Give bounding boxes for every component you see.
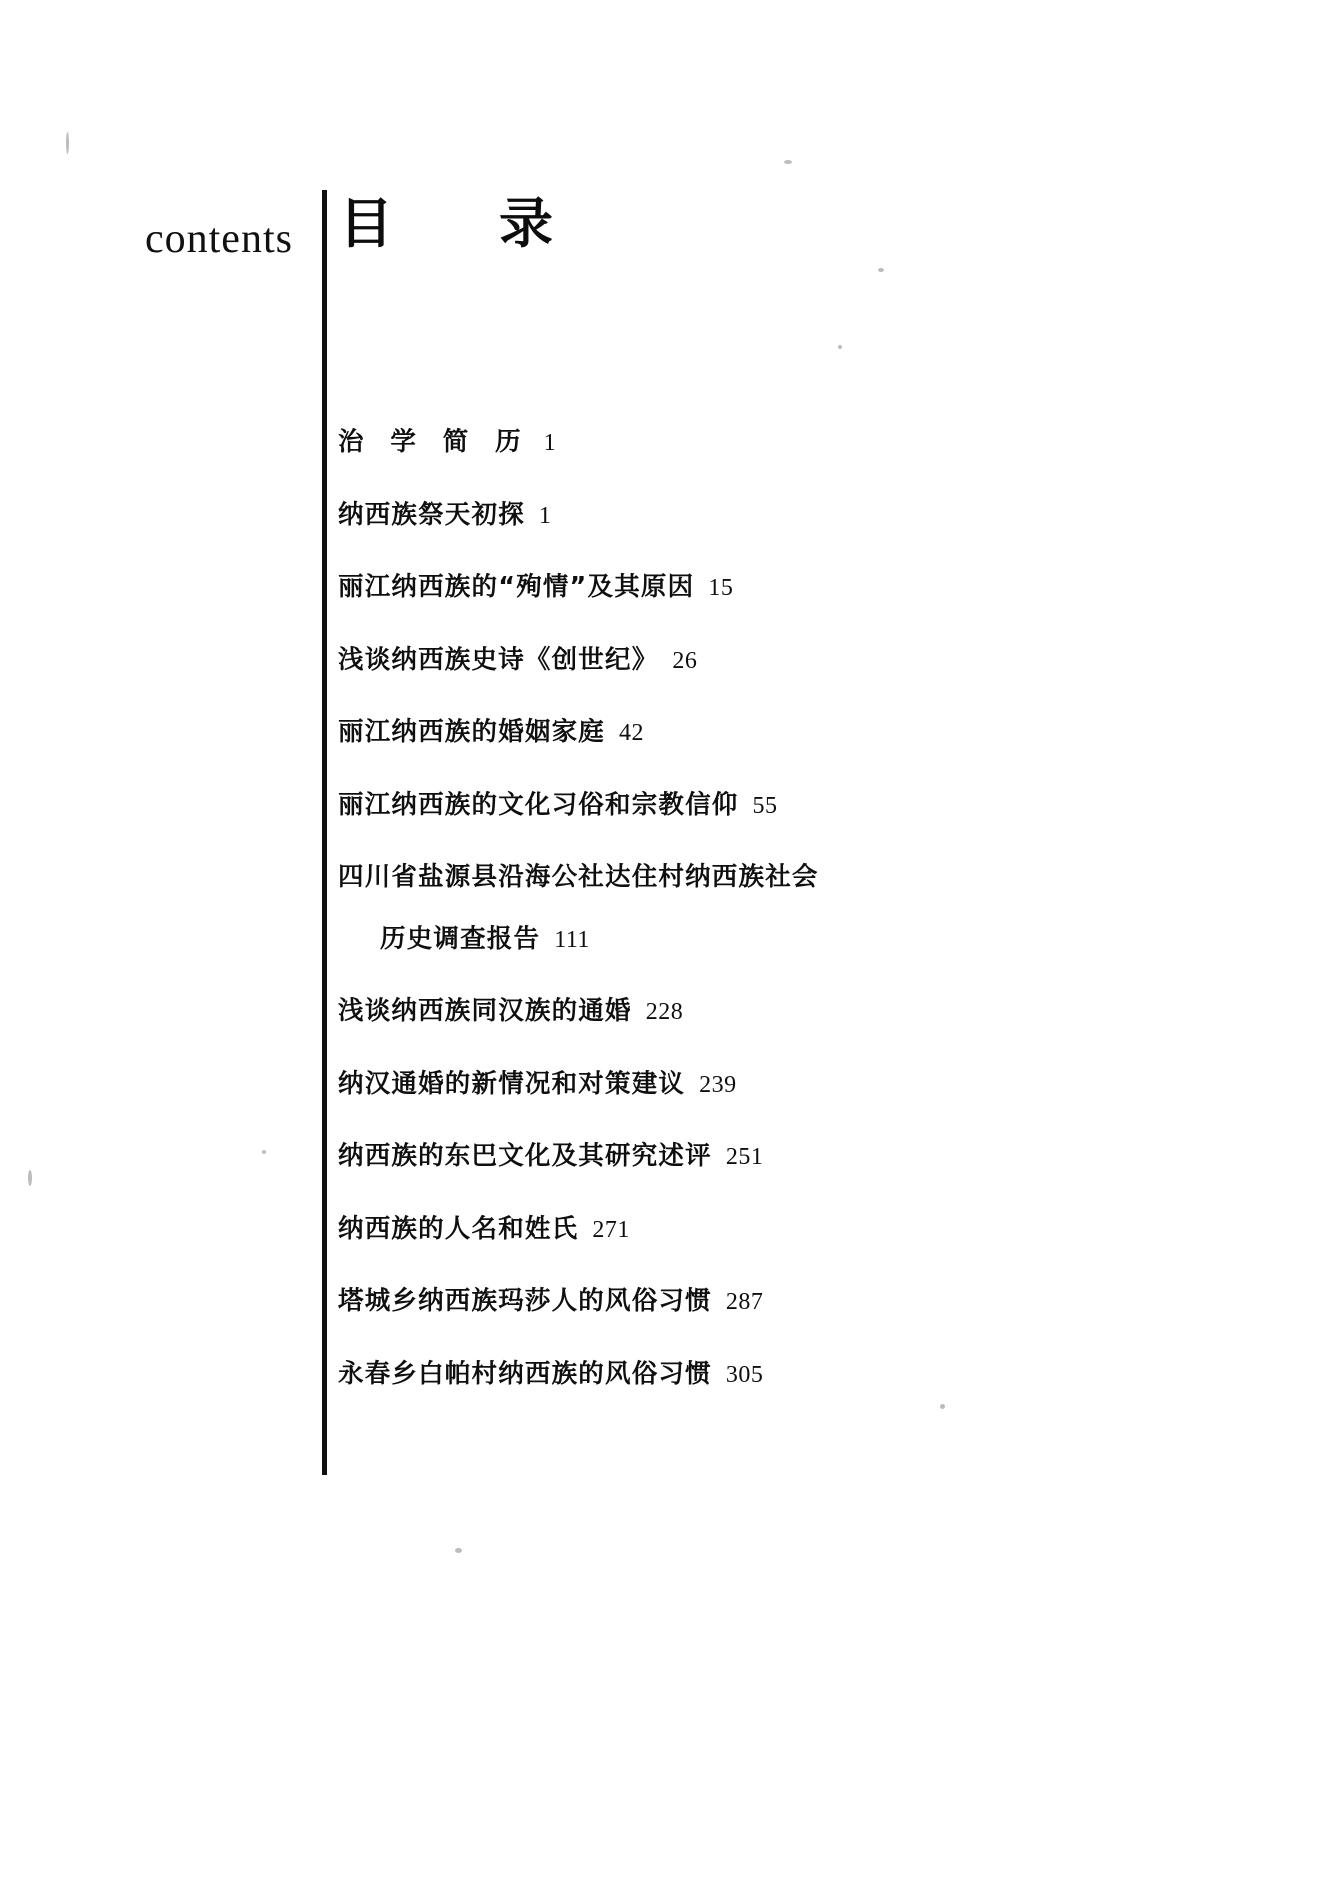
scan-speck <box>28 1170 32 1186</box>
toc-entry-title: 浅谈纳西族史诗《创世纪》 <box>338 644 659 675</box>
toc-entry[interactable] <box>338 644 1238 675</box>
toc-entry[interactable] <box>338 996 1238 1026</box>
toc-entry-page-number: 271 <box>592 1216 630 1243</box>
contents-label: contents <box>145 216 293 262</box>
toc-entry[interactable] <box>338 1068 1238 1099</box>
header-vertical-rule <box>322 190 327 1475</box>
toc-entry[interactable] <box>338 427 1238 457</box>
toc-entry-title: 纳汉通婚的新情况和对策建议 <box>338 1068 686 1099</box>
toc-entry-title: 丽江纳西族的文化习俗和宗教信仰 <box>338 789 739 820</box>
toc-entry-page-number: 1 <box>543 430 557 456</box>
scan-speck <box>784 160 792 164</box>
toc-entry-page-number: 239 <box>699 1071 737 1098</box>
toc-entry[interactable] <box>338 923 1238 954</box>
toc-entry-title: 浅谈纳西族同汉族的通婚 <box>338 996 632 1026</box>
toc-entry-page-number: 26 <box>672 647 698 674</box>
table-of-contents <box>338 427 1238 1434</box>
toc-entry[interactable] <box>338 1213 1238 1244</box>
toc-entry-title: 纳西族的人名和姓氏 <box>338 1213 579 1244</box>
toc-entry[interactable] <box>338 1358 1238 1389</box>
toc-entry-page-number: 305 <box>725 1361 764 1388</box>
toc-entry-page-number: 42 <box>619 720 645 746</box>
scan-speck <box>878 268 884 272</box>
toc-entry-page-number: 15 <box>708 575 734 601</box>
toc-entry-page-number: 111 <box>554 926 590 953</box>
toc-entry[interactable] <box>338 1141 1238 1171</box>
toc-entry-page-number: 1 <box>538 502 552 529</box>
toc-entry-title: 历史调查报告 <box>380 923 541 954</box>
toc-entry[interactable] <box>338 862 1238 892</box>
toc-entry-page-number: 228 <box>645 999 684 1025</box>
scan-speck <box>66 132 69 154</box>
page-header <box>145 191 579 262</box>
toc-entry[interactable] <box>338 499 1238 530</box>
scan-speck <box>455 1548 462 1553</box>
toc-entry[interactable] <box>338 717 1238 747</box>
toc-entry[interactable] <box>338 789 1238 820</box>
toc-entry-page-number: 287 <box>725 1289 764 1315</box>
toc-entry-title: 丽江纳西族的“殉情”及其原因 <box>338 572 695 602</box>
toc-entry-page-number: 55 <box>752 792 778 819</box>
page-title: 目 录 <box>338 191 579 255</box>
toc-entry-title: 治 学 简 历 <box>338 427 530 457</box>
toc-entry[interactable] <box>338 572 1238 602</box>
toc-entry-title: 纳西族的东巴文化及其研究述评 <box>338 1141 712 1171</box>
scan-speck <box>262 1150 266 1154</box>
scan-speck <box>838 345 842 349</box>
toc-entry-title: 四川省盐源县沿海公社达住村纳西族社会 <box>338 862 819 892</box>
toc-entry-title: 纳西族祭天初探 <box>338 499 525 530</box>
toc-entry-title: 塔城乡纳西族玛莎人的风俗习惯 <box>338 1286 712 1316</box>
toc-entry[interactable] <box>338 1286 1238 1316</box>
toc-entry-page-number: 251 <box>725 1144 764 1170</box>
toc-entry-title: 永春乡白帕村纳西族的风俗习惯 <box>338 1358 712 1389</box>
toc-entry-title: 丽江纳西族的婚姻家庭 <box>338 717 606 747</box>
